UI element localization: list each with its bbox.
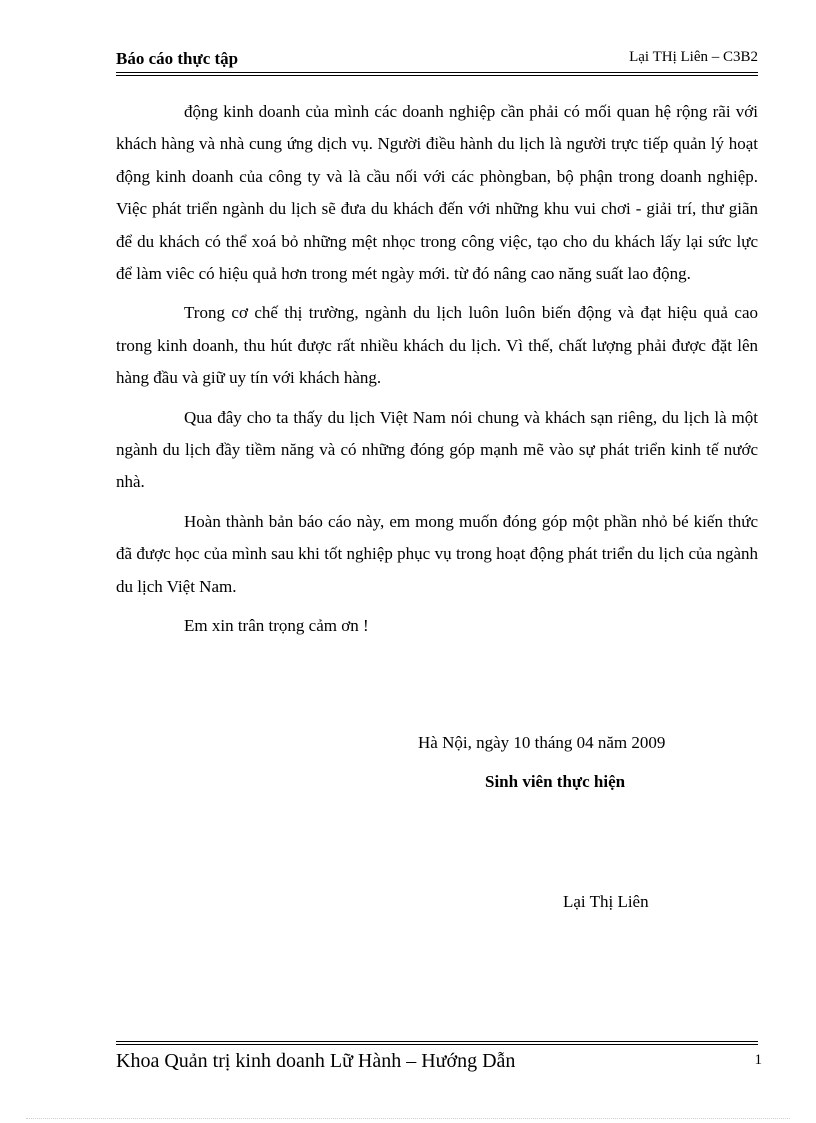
- header-rule-bottom: [116, 75, 758, 76]
- paragraph-2: Trong cơ chế thị trường, ngành du lịch luôn luôn biến động và đạt hiệu quả cao trong kinh doanh, thu hút được rất nhiều khách du lịch. Vì thế, chất lượng phải được đặt lên hàng đầu và giữ uy tín với khách hàng.: [116, 303, 758, 388]
- signature-role: Sinh viên thực hiện: [485, 772, 626, 791]
- paragraph-1: động kinh doanh của mình các doanh nghiệp cần phải có mối quan hệ rộng rãi với khách hàng và nhà cung ứng dịch vụ. Người điều hành du lịch là người trực tiếp quản lý hoạt động kinh doanh của công ty và là cầu nối với các phòngban, bộ phận trong doanh nghiệp. Việc phát triển ngành du lịch sẽ đưa du khách đến với những khu vui chơi - giải trí, thư giãn để du khách có thể xoá bỏ những mệt nhọc trong công việc, tạo cho du khách lấy lại sức lực để làm viêc có hiệu quả hơn trong mét ngày mới. từ đó nâng cao năng suất lao động.: [116, 102, 758, 284]
- signature-name: Lại Thị Liên: [563, 892, 649, 911]
- footer-rule-bottom: [116, 1044, 758, 1045]
- page-header: [116, 47, 758, 73]
- paragraph-3: Qua đây cho ta thấy du lịch Việt Nam nói chung và khách sạn riêng, du lịch là một ngành du lịch đầy tiềm năng và có những đóng góp mạnh mẽ vào sự phát triển kinh tế nước nhà.: [116, 407, 758, 492]
- header-rule-top: [116, 72, 758, 73]
- footer-faculty: Khoa Quản trị kinh doanh Lữ Hành – Hướng Dẫn: [116, 1050, 516, 1072]
- body-text: [116, 96, 758, 650]
- header-report-title: Báo cáo thực tập: [116, 49, 239, 68]
- page-number: 1: [754, 1052, 762, 1068]
- signature-place-date: Hà Nội, ngày 10 tháng 04 năm 2009: [418, 733, 666, 752]
- paragraph-4: Hoàn thành bản báo cáo này, em mong muốn đóng góp một phần nhỏ bé kiến thức đã được học của mình sau khi tốt nghiệp phục vụ trong hoạt động phát triển du lịch của ngành du lịch Việt Nam.: [116, 511, 758, 596]
- page-bottom-divider: [26, 1118, 790, 1119]
- paragraph-closing: Em xin trân trọng cảm ơn !: [184, 616, 369, 636]
- header-author-class: Lại THị Liên – C3B2: [629, 49, 758, 65]
- footer-rule-top: [116, 1041, 758, 1042]
